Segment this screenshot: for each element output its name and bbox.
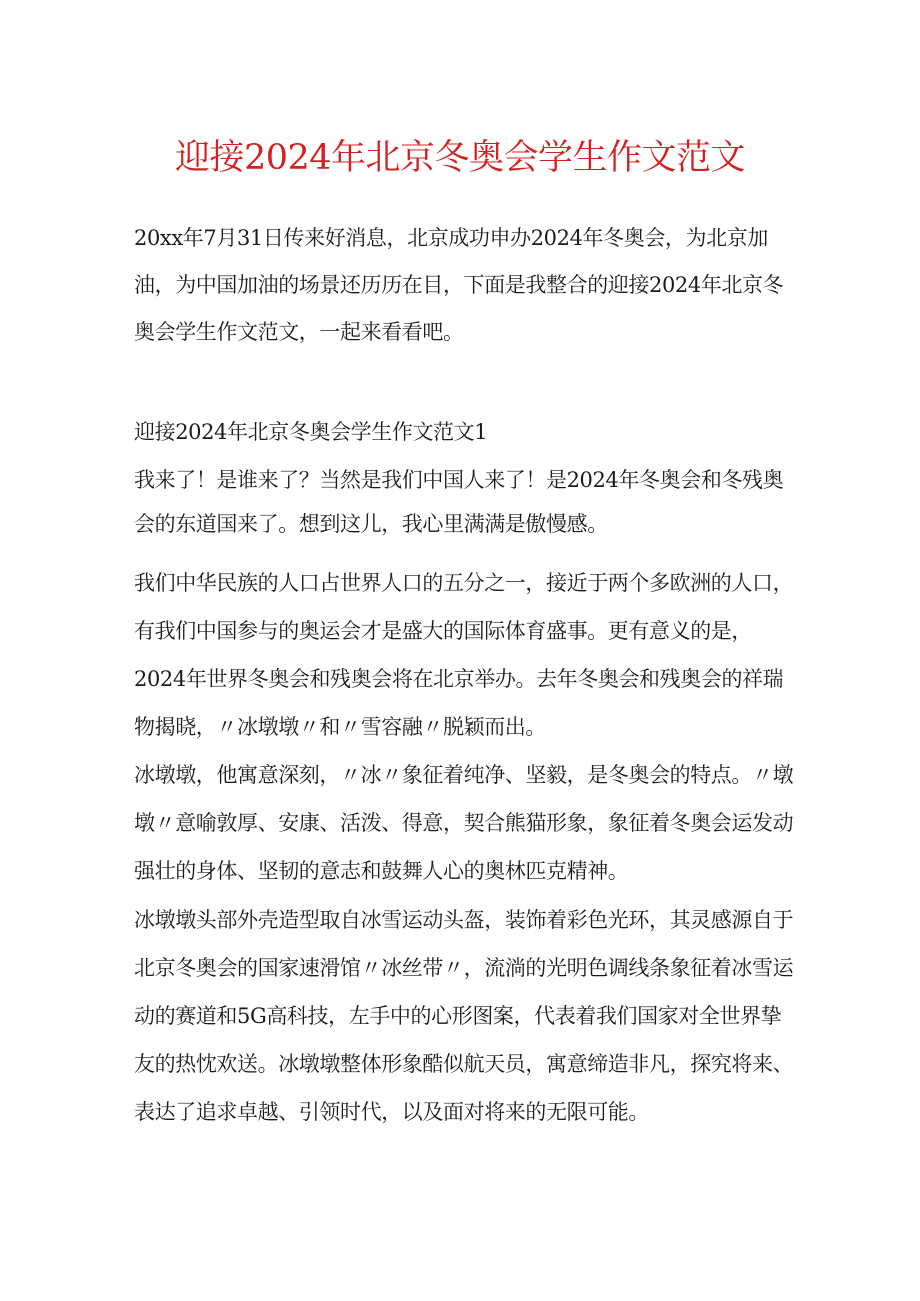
body-paragraph-4: 冰墩墩头部外壳造型取自冰雪运动头盔，装饰着彩色光环，其灵感源自于北京冬奥会的国家速滑馆〃冰丝带〃，流淌的光明色调线条象征着冰雪运动的赛道和5G高科技，左手中的心形图案，代表着我们国家对全世界挚友的热忱欢送。冰墩墩整体形象酷似航天员，寓意缔造非凡，探究将来、表达了追求卓越、引领时代，以及面对将来的无限可能。	[134, 908, 794, 1124]
body-paragraph-1: 我来了！是谁来了？当然是我们中国人来了！是2024年冬奥会和冬残奥会的东道国来了。想到这儿，我心里满满是傲慢感。	[134, 468, 784, 536]
intro-paragraph: 20xx年7月31日传来好消息，北京成功申办2024年冬奥会，为北京加油，为中国加油的场景还历历在目，下面是我整合的迎接2024年北京冬奥会学生作文范文，一起来看看吧。	[134, 226, 784, 344]
section-heading: 迎接2024年北京冬奥会学生作文范文1	[134, 420, 488, 444]
body-paragraph-3: 冰墩墩，他寓意深刻，〃冰〃象征着纯净、坚毅，是冬奥会的特点。〃墩墩〃意喻敦厚、安康、活泼、得意，契合熊猫形象，象征着冬奥会运发动强壮的身体、坚韧的意志和鼓舞人心的奥林匹克精神。	[134, 763, 794, 883]
body-paragraph-2: 我们中华民族的人口占世界人口的五分之一，接近于两个多欧洲的人口，有我们中国参与的奥运会才是盛大的国际体育盛事。更有意义的是，2024年世界冬奥会和残奥会将在北京举办。去年冬奥会和残奥会的祥瑞物揭晓，〃冰墩墩〃和〃雪容融〃脱颖而出。	[134, 571, 794, 739]
document-title: 迎接2024年北京冬奥会学生作文范文	[174, 138, 746, 178]
